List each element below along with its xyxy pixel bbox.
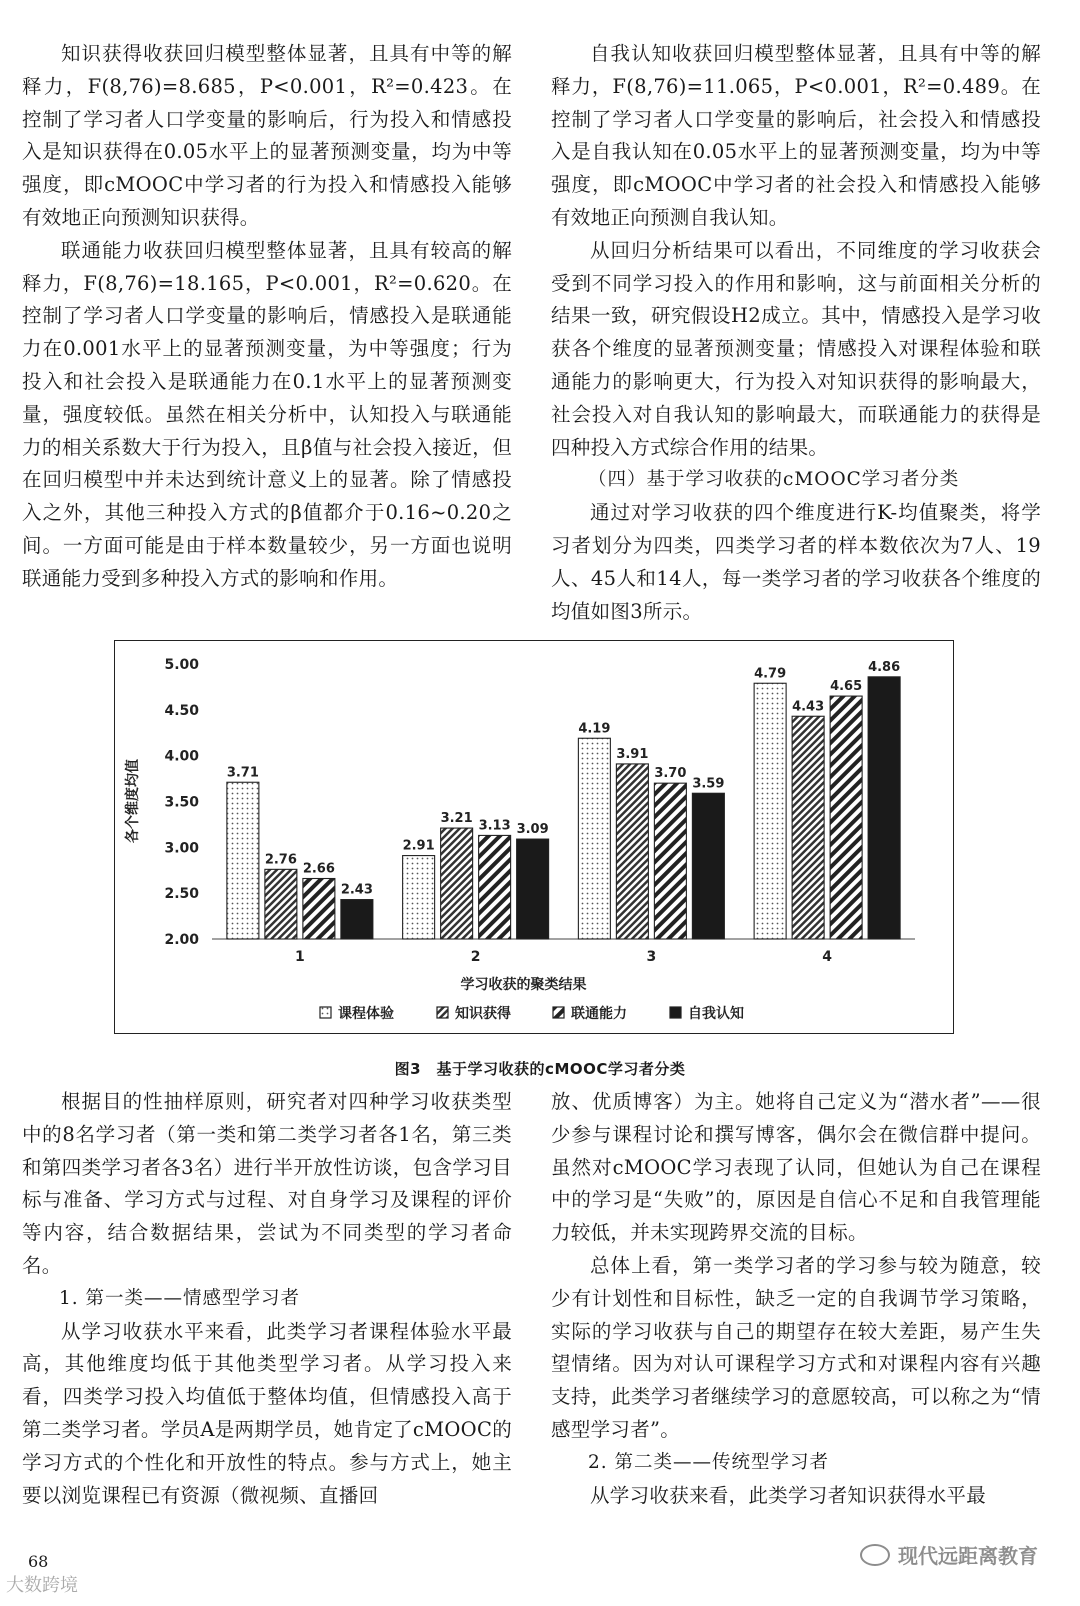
page-number: 68 — [28, 1552, 49, 1571]
x-tick-label-2: 2 — [470, 949, 481, 965]
bar-cat3-series2 — [616, 764, 648, 939]
x-tick-label-4: 4 — [822, 949, 832, 965]
x-tick-label-1: 1 — [295, 949, 305, 965]
paragraph-self-cognition-regression: 自我认知收获回归模型整体显著，且具有中等的解释力，F(8,76)=11.065，P<0.001，R²=0.489。在控制了学习者人口学变量的影响后，社会投入和情感投入是自我认知在0.05水平上的显著预测变量，均为中等强度，即cMOOC中学习者的社会投入和情感投入能够有效地正向预测自我认知。 — [551, 42, 1041, 229]
bar-cat1-series1 — [227, 782, 259, 939]
data-label-cat4-series4: 4.86 — [868, 659, 901, 675]
figure-chart-frame — [114, 640, 954, 1034]
wechat-icon — [860, 1544, 890, 1566]
legend-swatch-1 — [320, 1007, 331, 1018]
y-tick-label-3: 3.50 — [164, 794, 199, 811]
bottom-left-column — [22, 1086, 512, 1512]
data-label-cat1-series4: 2.43 — [340, 882, 373, 898]
y-tick-label-1: 2.50 — [164, 886, 199, 903]
paragraph-connectivity-regression: 联通能力收获回归模型整体显著，且具有较高的解释力，F(8,76)=18.165，P<0.001，R²=0.620。在控制了学习者人口学变量的影响后，情感投入是联通能力在0.001水平上的显著预测变量，为中等强度；行为投入和社会投入是联通能力在0.1水平上的显著预测变量，强度较低。虽然在相关分析中，认知投入与联通能力的相关系数大于行为投入，且β值与社会投入接近，但在回归模型中并未达到统计意义上的显著。除了情感投入之外，其他三种投入方式的β值都介于0.16~0.20之间。一方面可能是由于样本数量较少，另一方面也说明联通能力受到多种投入方式的影响和作用。 — [22, 238, 512, 590]
legend-label-3: 联通能力 — [571, 1006, 627, 1022]
data-label-cat4-series1: 4.79 — [754, 666, 787, 682]
data-label-cat4-series2: 4.43 — [792, 699, 825, 715]
bar-cat1-series3 — [303, 879, 335, 940]
data-label-cat2-series4: 3.09 — [516, 822, 549, 838]
bar-cat4-series4 — [868, 677, 900, 939]
data-label-cat2-series1: 2.91 — [402, 838, 435, 854]
data-label-cat1-series3: 2.66 — [302, 861, 335, 877]
bar-cat2-series4 — [517, 839, 549, 939]
data-label-cat3-series4: 3.59 — [692, 776, 725, 792]
data-label-cat1-series2: 2.76 — [264, 852, 297, 868]
paragraph-kmeans: 通过对学习收获的四个维度进行K-均值聚类，将学习者划分为四类，四类学习者的样本数依次为7人、19人、45人和14人，每一类学习者的学习收获各个维度的均值如图3所示。 — [551, 501, 1041, 623]
bar-cat4-series1 — [754, 683, 786, 939]
x-axis-label: 学习收获的聚类结果 — [460, 977, 587, 993]
bar-cat1-series2 — [265, 869, 297, 939]
watermark-right-text: 现代远距离教育 — [898, 1544, 1038, 1568]
legend-swatch-3 — [553, 1007, 564, 1018]
watermark-left: 大数跨境 — [6, 1575, 78, 1596]
paragraph-type-1: 从学习收获水平来看，此类学习者课程体验水平最高，其他维度均低于其他类型学习者。从学习投入来看，四类学习投入均值低于整体均值，但情感投入高于第二类学习者。学员A是两期学员，她肯定了cMOOC的学习方式的个性化和开放性的特点。参与方式上，她主要以浏览课程已有资源（微视频、直播回 — [22, 1319, 512, 1507]
y-tick-label-6: 5.00 — [164, 657, 199, 673]
legend-swatch-2 — [437, 1007, 448, 1018]
data-label-cat2-series3: 3.13 — [478, 818, 511, 834]
paragraph-lurker: 放、优质博客）为主。她将自己定义为“潜水者”——很少参与课程讨论和撰写博客，偶尔会在微信群中提问。虽然对cMOOC学习表现了认同，但她认为自己在课程中的学习是“失败”的，原因是自信心不足和自我管理能力较低，并未实现跨界交流的目标。 — [551, 1090, 1041, 1245]
paragraph-type-1-summary: 总体上看，第一类学习者的学习参与较为随意，较少有计划性和目标性，缺乏一定的自我调节学习策略，实际的学习收获与自己的期望存在较大差距，易产生失望情绪。因为对认可课程学习方式和对课程内容有兴趣支持，此类学习者继续学习的意愿较高，可以称之为“情感型学习者”。 — [551, 1253, 1041, 1441]
top-left-column — [22, 38, 512, 596]
watermark-right — [860, 1540, 1038, 1569]
bar-cat4-series2 — [792, 716, 824, 939]
bar-cat3-series1 — [578, 738, 610, 939]
x-tick-label-3: 3 — [646, 949, 657, 965]
y-tick-label-4: 4.00 — [164, 748, 199, 765]
bar-cat4-series3 — [830, 696, 862, 939]
y-tick-label-0: 2.00 — [164, 932, 199, 948]
heading-type-2: 2. 第二类——传统型学习者 — [588, 1451, 830, 1473]
paragraph-regression-summary: 从回归分析结果可以看出，不同维度的学习收获会受到不同学习投入的作用和影响，这与前面相关分析的结果一致，研究假设H2成立。其中，情感投入是学习收获各个维度的显著预测变量；情感投入对课程体验和联通能力的影响更大，行为投入对知识获得的影响最大，社会投入对自我认知的影响最大，而联通能力的获得是四种投入方式综合作用的结果。 — [551, 238, 1041, 459]
legend-label-1: 课程体验 — [338, 1006, 394, 1022]
paragraph-sampling: 根据目的性抽样原则，研究者对四种学习收获类型中的8名学习者（第一类和第二类学习者各1名，第三类和第四类学习者各3名）进行半开放性访谈，包含学习目标与准备、学习方式与过程、对自身学习及课程的评价等内容，结合数据结果，尝试为不同类型的学习者命名。 — [22, 1090, 512, 1277]
y-tick-label-5: 4.50 — [164, 702, 199, 719]
figure-caption: 图3 基于学习收获的cMOOC学习者分类 — [394, 1060, 686, 1078]
bar-cat2-series2 — [441, 828, 473, 939]
bar-cat1-series4 — [341, 900, 373, 939]
top-right-column — [551, 38, 1041, 628]
data-label-cat1-series1: 3.71 — [226, 765, 259, 781]
data-label-cat2-series2: 3.21 — [440, 811, 473, 827]
data-label-cat3-series2: 3.91 — [616, 746, 649, 762]
bar-cat3-series4 — [692, 793, 724, 939]
y-tick-label-2: 3.00 — [164, 840, 199, 857]
bar-chart — [115, 641, 953, 1033]
paragraph-type-2: 从学习收获来看，此类学习者知识获得水平最 — [590, 1483, 987, 1507]
section-heading: （四）基于学习收获的cMOOC学习者分类 — [588, 469, 960, 491]
bar-cat2-series1 — [403, 856, 435, 939]
legend-swatch-4 — [670, 1007, 681, 1018]
y-axis-label: 各个维度均值 — [125, 759, 141, 843]
paragraph-knowledge-regression: 知识获得收获回归模型整体显著，且具有中等的解释力，F(8,76)=8.685，P<0.001，R²=0.423。在控制了学习者人口学变量的影响后，行为投入和情感投入是知识获得在0.05水平上的显著预测变量，均为中等强度，即cMOOC中学习者的行为投入和情感投入能够有效地正向预测知识获得。 — [22, 42, 512, 229]
bar-cat3-series3 — [654, 783, 686, 939]
data-label-cat4-series3: 4.65 — [830, 679, 863, 695]
data-label-cat3-series3: 3.70 — [654, 766, 687, 782]
legend-label-4: 自我认知 — [688, 1006, 744, 1022]
heading-type-1: 1. 第一类——情感型学习者 — [59, 1287, 301, 1309]
legend-label-2: 知识获得 — [455, 1006, 511, 1022]
bottom-right-column — [551, 1086, 1041, 1512]
data-label-cat3-series1: 4.19 — [578, 721, 611, 737]
bar-cat2-series3 — [479, 835, 511, 939]
